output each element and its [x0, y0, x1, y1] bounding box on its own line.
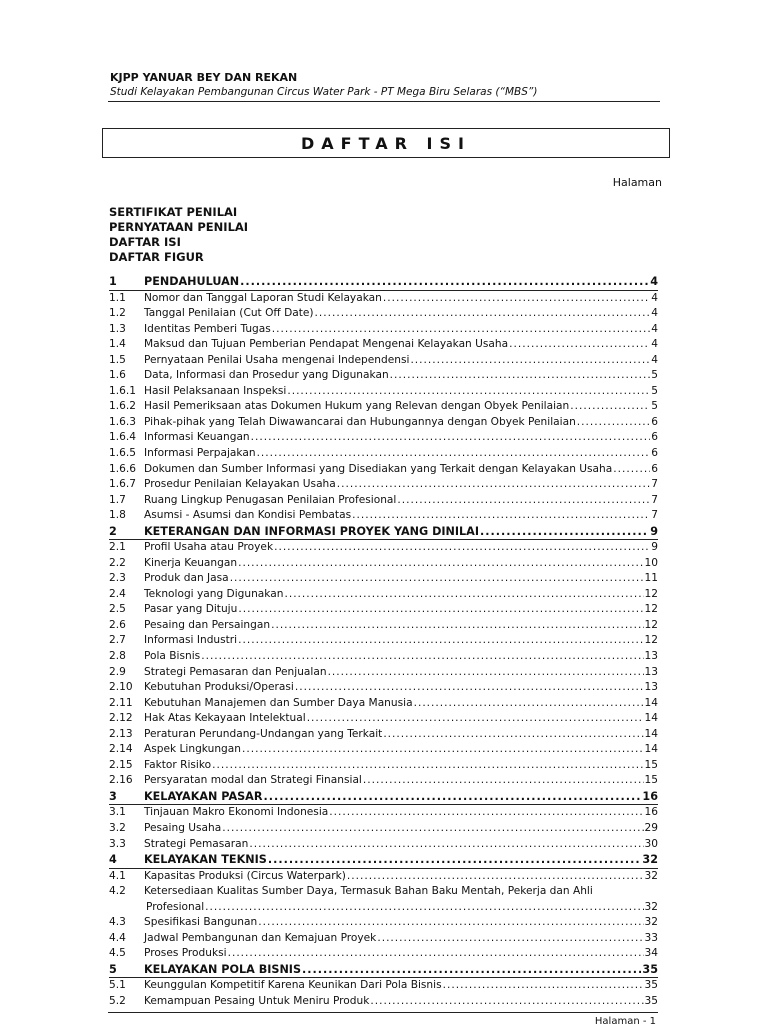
- toc-entry-number: 2.15: [109, 758, 133, 771]
- front-matter-item[interactable]: PERNYATAAN PENILAI: [109, 220, 249, 234]
- toc-entry-page: 7: [651, 509, 658, 522]
- toc-entry[interactable]: [109, 557, 658, 573]
- toc-entry-title: Produk dan Jasa: [144, 572, 229, 585]
- toc-dot-leader: [263, 790, 641, 803]
- toc-entry-title: Ketersediaan Kualitas Sumber Daya, Termasuk Bahan Baku Mentah, Pekerja dan Ahli: [144, 885, 593, 898]
- toc-entry-page: 13: [644, 681, 658, 694]
- toc-entry-page: 9: [650, 524, 658, 538]
- toc-entry-page: 4: [651, 353, 658, 366]
- toc-entry[interactable]: [109, 759, 658, 775]
- toc-dot-leader: [443, 979, 644, 991]
- toc-entry-title: Maksud dan Tujuan Pemberian Pendapat Mengenai Kelayakan Usaha: [144, 338, 509, 351]
- toc-entry-page: 15: [644, 758, 658, 771]
- toc-entry-page: 5: [651, 400, 658, 413]
- toc-entry[interactable]: [109, 509, 658, 525]
- toc-entry-title: Kebutuhan Manajemen dan Sumber Daya Manusia: [144, 696, 413, 709]
- toc-entry-page: 30: [644, 837, 658, 850]
- toc-entry-number: 2.6: [109, 618, 126, 631]
- toc-entry[interactable]: [109, 947, 658, 963]
- toc-entry-page: 6: [651, 462, 658, 475]
- toc-dot-leader: [230, 572, 644, 584]
- toc-dot-leader: [363, 774, 644, 786]
- toc-entry-number: 1.6.7: [109, 478, 136, 491]
- document-subtitle: Studi Kelayakan Pembangunan Circus Water Park - PT Mega Biru Selaras (“MBS”): [110, 86, 538, 98]
- toc-entry-title: Kemampuan Pesaing Untuk Meniru Produk: [144, 994, 370, 1007]
- toc-entry-page: 12: [644, 618, 658, 631]
- toc-dot-leader: [238, 557, 643, 569]
- toc-dot-leader: [271, 619, 643, 631]
- toc-dot-leader: [370, 995, 643, 1007]
- toc-entry-number: 1.6.2: [109, 400, 136, 413]
- toc-entry-title: Identitas Pemberi Tugas: [144, 322, 271, 335]
- toc-entry-number: 2.8: [109, 650, 126, 663]
- toc-entry-number: 1.5: [109, 353, 126, 366]
- toc-entry[interactable]: [109, 916, 658, 932]
- toc-entry-number: 3.2: [109, 822, 126, 834]
- toc-entry-page: 6: [651, 446, 658, 459]
- toc-dot-leader: [509, 338, 650, 350]
- toc-entry-page: 7: [651, 493, 658, 506]
- toc-entry[interactable]: [109, 743, 658, 759]
- toc-entry-number: 3.3: [109, 837, 126, 850]
- toc-entry[interactable]: [109, 541, 658, 557]
- toc-dot-leader: [258, 916, 643, 928]
- toc-entry-title: Data, Informasi dan Prosedur yang Digunakan: [144, 369, 389, 382]
- toc-entry-number: 2.12: [109, 712, 133, 725]
- toc-entry-title: Profesional: [146, 900, 205, 913]
- toc-entry[interactable]: [109, 463, 658, 479]
- toc-entry-number: 4.2: [109, 885, 126, 898]
- toc-dot-leader: [238, 603, 643, 615]
- toc-entry-title: Jadwal Pembangunan dan Kemajuan Proyek: [144, 931, 377, 944]
- toc-dot-leader: [352, 509, 650, 521]
- toc-entry[interactable]: [109, 838, 658, 854]
- toc-section-entry[interactable]: [109, 790, 658, 806]
- toc-entry[interactable]: [109, 712, 658, 728]
- toc-dot-leader: [287, 385, 650, 397]
- toc-entry[interactable]: [109, 932, 658, 948]
- toc-dot-leader: [328, 666, 644, 678]
- toc-entry-title: KELAYAKAN TEKNIS: [144, 853, 267, 867]
- toc-entry-title: Hasil Pemeriksaan atas Dokumen Hukum yang Relevan dengan Obyek Penilaian: [144, 400, 570, 413]
- toc-entry[interactable]: [109, 901, 658, 917]
- toc-entry-number: 1.4: [109, 338, 126, 351]
- toc-entry-title: KETERANGAN DAN INFORMASI PROYEK YANG DINILAI: [144, 524, 480, 538]
- toc-entry-page: 6: [651, 415, 658, 428]
- toc-entry-number: 2.7: [109, 634, 126, 647]
- toc-entry-title: Asumsi - Asumsi dan Kondisi Pembatas: [144, 509, 352, 522]
- toc-entry[interactable]: [109, 806, 658, 822]
- toc-entry[interactable]: [109, 666, 658, 682]
- toc-entry-number: 4.4: [109, 931, 126, 944]
- toc-entry[interactable]: [109, 774, 658, 790]
- toc-entry-title: KELAYAKAN PASAR: [144, 789, 263, 803]
- toc-entry-number: 1.6.6: [109, 462, 136, 475]
- toc-entry[interactable]: [109, 650, 658, 666]
- toc-dot-leader: [205, 901, 643, 913]
- toc-entry-page: 12: [644, 587, 658, 600]
- toc-entry-number: 1.6.4: [109, 431, 136, 444]
- firm-name: KJPP YANUAR BEY DAN REKAN: [110, 71, 298, 84]
- toc-entry-number: 3: [109, 789, 117, 803]
- toc-entry[interactable]: [109, 619, 658, 635]
- toc-dot-leader: [212, 759, 643, 771]
- toc-dot-leader: [377, 932, 643, 944]
- toc-entry-title: Dokumen dan Sumber Informasi yang Disediakan yang Terkait dengan Kelayakan Usaha: [144, 462, 613, 475]
- toc-dot-leader: [274, 541, 650, 553]
- toc-entry[interactable]: [109, 603, 658, 619]
- toc-dot-leader: [337, 478, 650, 490]
- toc-dot-leader: [268, 853, 642, 866]
- toc-entry-number: 4: [109, 853, 117, 867]
- toc-dot-leader: [315, 307, 651, 319]
- toc-entry-page: 11: [644, 572, 658, 585]
- toc-section-entry[interactable]: [109, 525, 658, 541]
- toc-dot-leader: [240, 275, 649, 288]
- toc-entry-page: 7: [651, 478, 658, 491]
- toc-entry-page: 15: [644, 774, 658, 787]
- toc-entry-page: 33: [644, 931, 658, 944]
- toc-entry[interactable]: [109, 385, 658, 401]
- toc-entry-title: Spesifikasi Bangunan: [144, 916, 258, 929]
- toc-entry-title: Keunggulan Kompetitif Karena Keunikan Dari Pola Bisnis: [144, 979, 442, 992]
- toc-entry-number: 2.10: [109, 681, 133, 694]
- toc-entry-title: Tanggal Penilaian (Cut Off Date): [144, 307, 314, 320]
- toc-entry-page: 13: [644, 665, 658, 678]
- toc-dot-leader: [577, 416, 650, 428]
- toc-entry-number: 1.6.3: [109, 415, 136, 428]
- toc-section-entry[interactable]: [109, 275, 658, 291]
- toc-dot-leader: [410, 354, 650, 366]
- toc-entry-title: Pihak-pihak yang Telah Diwawancarai dan Hubungannya dengan Obyek Penilaian: [144, 415, 576, 428]
- toc-entry-title: Informasi Industri: [144, 634, 238, 647]
- toc-entry-page: 12: [644, 603, 658, 616]
- toc-dot-leader: [613, 463, 650, 475]
- toc-entry-number: 1.2: [109, 307, 126, 320]
- toc-dot-leader: [284, 588, 643, 600]
- toc-entry[interactable]: [109, 447, 658, 463]
- toc-entry-page: 12: [644, 634, 658, 647]
- toc-entry-title: Pesaing dan Persaingan: [144, 618, 271, 631]
- toc-entry-number: 1.1: [109, 291, 126, 304]
- toc-entry-title: Hak Atas Kekayaan Intelektual: [144, 712, 306, 725]
- toc-dot-leader: [390, 369, 651, 381]
- toc-entry-title: Tinjauan Makro Ekonomi Indonesia: [144, 806, 329, 819]
- toc-entry-page: 16: [642, 789, 658, 803]
- toc-entry-page: 4: [650, 275, 658, 288]
- toc-entry-title: KELAYAKAN POLA BISNIS: [144, 962, 302, 976]
- toc-entry-page: 4: [651, 322, 658, 335]
- toc-entry-page: 5: [651, 369, 658, 382]
- toc-dot-leader: [383, 292, 650, 304]
- front-matter-list: [109, 205, 248, 265]
- toc-entry[interactable]: [109, 588, 658, 604]
- toc-entry-title: Strategi Pemasaran dan Penjualan: [144, 665, 327, 678]
- toc-entry-page: 6: [651, 431, 658, 444]
- toc-entry-number: 2.3: [109, 572, 126, 585]
- toc-dot-leader: [329, 806, 643, 818]
- toc-entry[interactable]: [109, 494, 658, 510]
- toc-entry-number: 2.4: [109, 587, 126, 600]
- toc-entry-number: 2.1: [109, 541, 126, 554]
- toc-entry-title: Peraturan Perundang-Undangan yang Terkait: [144, 727, 383, 740]
- toc-entry-title: Pesaing Usaha: [144, 822, 222, 834]
- toc-entry-page: 32: [642, 853, 658, 867]
- toc-entry-page: 14: [644, 696, 658, 709]
- toc-entry-page: 34: [644, 947, 658, 960]
- toc-entry-number: 2.14: [109, 743, 133, 756]
- toc-dot-leader: [302, 963, 641, 976]
- toc-entry-page: 35: [644, 979, 658, 992]
- toc-entry[interactable]: [109, 728, 658, 744]
- toc-entry-title: Kapasitas Produksi (Circus Waterpark): [144, 869, 346, 882]
- table-of-contents: [109, 275, 658, 1010]
- toc-entry-title: Informasi Perpajakan: [144, 446, 256, 459]
- toc-entry-page: 14: [644, 712, 658, 725]
- toc-entry[interactable]: [109, 416, 658, 432]
- toc-entry-number: 1.8: [109, 509, 126, 522]
- toc-entry-title: PENDAHULUAN: [144, 275, 240, 288]
- toc-entry-page: 5: [651, 384, 658, 397]
- toc-entry[interactable]: [109, 979, 658, 995]
- toc-entry-number: 1.7: [109, 493, 126, 506]
- toc-entry-title: Informasi Keuangan: [144, 431, 250, 444]
- toc-entry-title: Kinerja Keuangan: [144, 556, 238, 569]
- toc-entry[interactable]: [109, 478, 658, 494]
- toc-dot-leader: [242, 743, 644, 755]
- toc-entry-page: 35: [644, 994, 658, 1007]
- front-matter-item[interactable]: SERTIFIKAT PENILAI: [109, 205, 238, 219]
- toc-entry-title: Hasil Pelaksanaan Inspeksi: [144, 384, 287, 397]
- toc-entry-number: 2.13: [109, 727, 133, 740]
- toc-dot-leader: [480, 525, 649, 538]
- toc-entry[interactable]: [109, 681, 658, 697]
- toc-entry[interactable]: [109, 634, 658, 650]
- toc-entry-number: 1.3: [109, 322, 126, 335]
- toc-entry-page: 32: [644, 869, 658, 882]
- toc-dot-leader: [257, 447, 651, 459]
- toc-entry[interactable]: [109, 338, 658, 354]
- toc-entry-page: 10: [644, 556, 658, 569]
- toc-entry[interactable]: [109, 995, 658, 1011]
- toc-dot-leader: [238, 634, 643, 646]
- toc-entry-number: 4.3: [109, 916, 126, 929]
- toc-dot-leader: [222, 822, 643, 834]
- toc-entry-title: Prosedur Penilaian Kelayakan Usaha: [144, 478, 336, 491]
- toc-entry-number: 2.9: [109, 665, 126, 678]
- toc-entry[interactable]: [109, 400, 658, 416]
- toc-entry-number: 5.2: [109, 994, 126, 1007]
- toc-dot-leader: [251, 431, 651, 443]
- toc-entry[interactable]: [109, 885, 658, 901]
- front-matter-item[interactable]: DAFTAR FIGUR: [109, 250, 204, 264]
- toc-dot-leader: [201, 650, 643, 662]
- toc-entry-number: 2: [109, 524, 117, 538]
- toc-dot-leader: [347, 870, 644, 882]
- toc-entry-title: Profil Usaha atau Proyek: [144, 541, 274, 554]
- toc-dot-leader: [307, 712, 644, 724]
- toc-dot-leader: [383, 728, 643, 740]
- toc-entry-number: 1: [109, 275, 117, 288]
- toc-entry-number: 3.1: [109, 806, 126, 819]
- toc-entry[interactable]: [109, 572, 658, 588]
- toc-entry-title: Pasar yang Dituju: [144, 603, 238, 616]
- toc-dot-leader: [249, 838, 643, 850]
- toc-entry-title: Persyaratan modal dan Strategi Finansial: [144, 774, 362, 787]
- toc-entry-title: Teknologi yang Digunakan: [144, 587, 284, 600]
- toc-dot-leader: [414, 697, 644, 709]
- toc-entry-page: 13: [644, 650, 658, 663]
- toc-entry-title: Pernyataan Penilai Usaha mengenai Independensi: [144, 353, 410, 366]
- toc-entry[interactable]: [109, 307, 658, 323]
- toc-entry-number: 5: [109, 962, 117, 976]
- toc-entry-page: 14: [644, 727, 658, 740]
- header-divider: [108, 101, 660, 102]
- toc-entry-number: 2.2: [109, 556, 126, 569]
- toc-entry-number: 2.5: [109, 603, 126, 616]
- toc-entry-number: 2.16: [109, 774, 133, 787]
- toc-entry-number: 5.1: [109, 979, 126, 992]
- toc-entry[interactable]: [109, 292, 658, 308]
- page-title: DAFTAR ISI: [102, 128, 670, 158]
- toc-entry-page: 4: [651, 338, 658, 351]
- toc-entry-title: Ruang Lingkup Penugasan Penilaian Profesional: [144, 493, 397, 506]
- toc-entry-title: Pola Bisnis: [144, 650, 201, 663]
- toc-entry-page: 16: [644, 806, 658, 819]
- toc-entry-number: 4.5: [109, 947, 126, 960]
- toc-entry[interactable]: [109, 822, 658, 838]
- toc-entry-number: 1.6.5: [109, 446, 136, 459]
- toc-entry-number: 4.1: [109, 869, 126, 882]
- toc-entry-page: 29: [644, 822, 658, 834]
- toc-entry-page: 4: [651, 307, 658, 320]
- toc-entry-title: Aspek Lingkungan: [144, 743, 241, 756]
- toc-entry-page: 14: [644, 743, 658, 756]
- toc-dot-leader: [228, 947, 644, 959]
- toc-entry-title: Strategi Pemasaran: [144, 837, 249, 850]
- toc-section-entry[interactable]: [109, 853, 658, 869]
- toc-dot-leader: [570, 400, 650, 412]
- toc-entry-title: Faktor Risiko: [144, 758, 212, 771]
- toc-entry-page: 9: [651, 541, 658, 554]
- toc-entry[interactable]: [109, 369, 658, 385]
- toc-entry-number: 1.6: [109, 369, 126, 382]
- toc-entry-number: 1.6.1: [109, 384, 136, 397]
- toc-entry[interactable]: [109, 323, 658, 339]
- footer-divider: [108, 1012, 658, 1013]
- toc-entry[interactable]: [109, 431, 658, 447]
- toc-dot-leader: [295, 681, 644, 693]
- toc-dot-leader: [272, 323, 650, 335]
- toc-entry-title: Proses Produksi: [144, 947, 227, 960]
- toc-entry[interactable]: [109, 870, 658, 886]
- page-column-label: Halaman: [612, 176, 662, 189]
- toc-entry-number: 2.11: [109, 696, 133, 709]
- toc-entry-title: Kebutuhan Produksi/Operasi: [144, 681, 294, 694]
- toc-section-entry[interactable]: [109, 963, 658, 979]
- page-number: Halaman - 1: [594, 1016, 656, 1027]
- toc-entry[interactable]: [109, 354, 658, 370]
- toc-entry-title: Nomor dan Tanggal Laporan Studi Kelayakan: [144, 291, 382, 304]
- toc-entry-page: 4: [651, 291, 658, 304]
- toc-entry[interactable]: [109, 697, 658, 713]
- toc-dot-leader: [397, 494, 650, 506]
- toc-entry-page: 35: [642, 962, 658, 976]
- toc-entry-page: 32: [644, 900, 658, 913]
- front-matter-item[interactable]: DAFTAR ISI: [109, 235, 181, 249]
- toc-entry-page: 32: [644, 916, 658, 929]
